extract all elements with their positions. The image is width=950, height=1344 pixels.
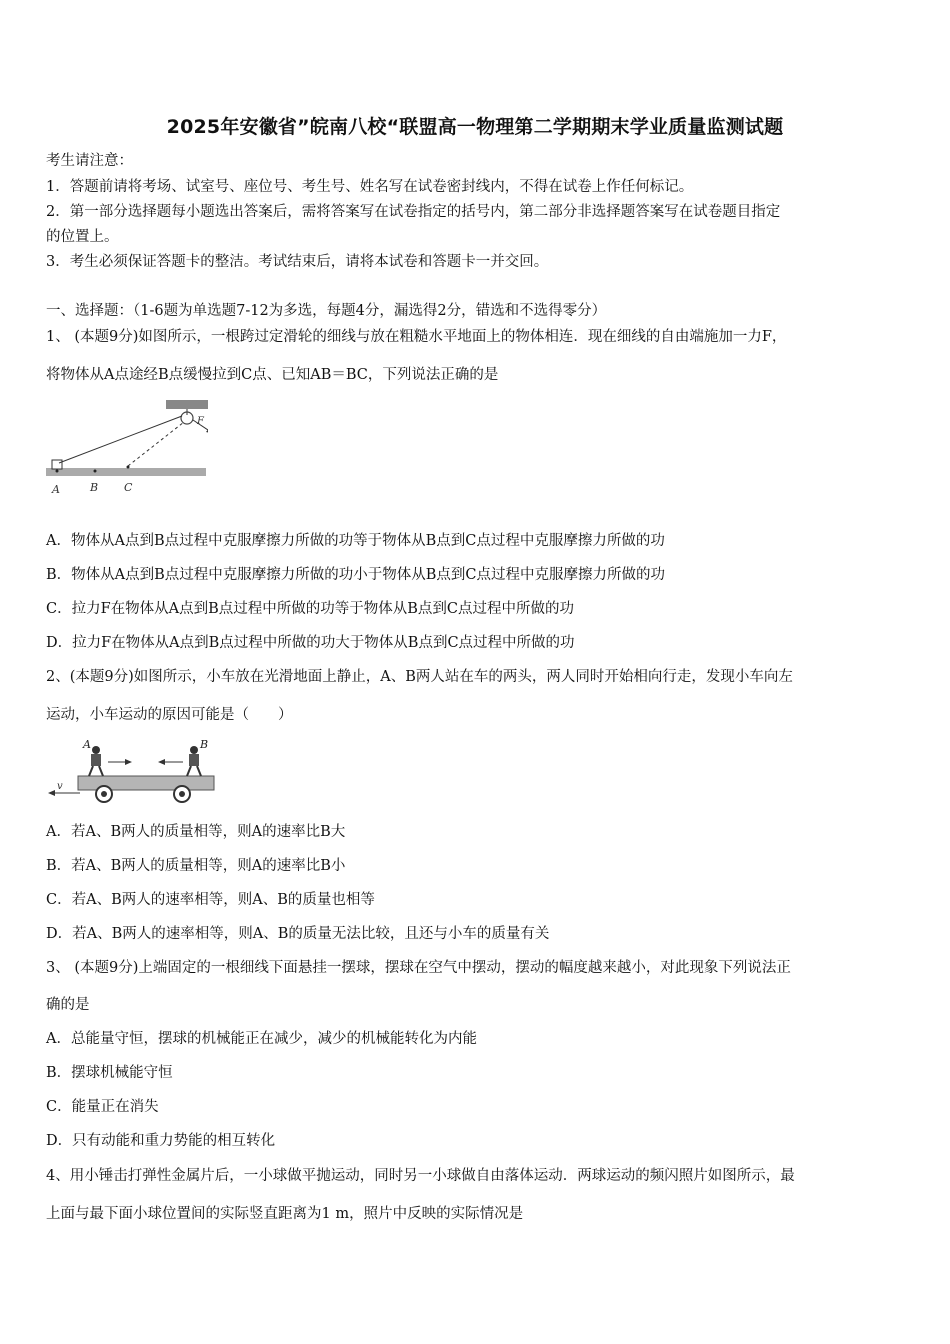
- question-3-option-a: A．总能量守恒，摆球的机械能正在减少，减少的机械能转化为内能: [46, 1031, 477, 1047]
- block: [52, 460, 62, 469]
- question-2-option-b: B．若A、B两人的质量相等，则A的速率比B小: [46, 858, 346, 874]
- notice-item: 1．答题前请将考场、试室号、座位号、考生号、姓名写在试卷密封线内，不得在试卷上作任何标记。: [46, 179, 694, 195]
- person-b-body: [189, 754, 199, 766]
- label-c: C: [124, 481, 133, 494]
- person-b-head: [190, 746, 198, 754]
- question-2-stem: 2、(本题9分)如图所示，小车放在光滑地面上静止，A、B两人站在车的两头，两人同时开始相向行走，发现小车向左: [46, 669, 793, 685]
- cart-wheel-hub: [179, 791, 185, 797]
- string-dashed: [128, 422, 184, 466]
- question-1-option-a: A．物体从A点到B点过程中克服摩擦力所做的功等于物体从B点到C点过程中克服摩擦力所做的功: [46, 533, 665, 549]
- question-3-option-b: B．摆球机械能守恒: [46, 1065, 173, 1081]
- point-a: [56, 470, 59, 473]
- person-a-leg: [89, 766, 93, 776]
- cart-figure: [46, 736, 218, 806]
- question-3-stem: 3、 (本题9分)上端固定的一根细线下面悬挂一摆球，摆球在空气中摆动，摆动的幅度越来越小，对此现象下列说法正: [46, 960, 791, 976]
- question-3-option-d: D．只有动能和重力势能的相互转化: [46, 1133, 276, 1149]
- question-1-stem: 1、 (本题9分)如图所示，一根跨过定滑轮的细线与放在粗糙水平地面上的物体相连．现在细线的自由端施加一力F，: [46, 329, 787, 345]
- question-2-option-d: D．若A、B两人的速率相等，则A、B的质量无法比较，且还与小车的质量有关: [46, 926, 550, 942]
- question-1-option-b: B．物体从A点到B点过程中克服摩擦力所做的功小于物体从B点到C点过程中克服摩擦力所做的功: [46, 567, 666, 583]
- question-1-stem: 将物体从A点途经B点缓慢拉到C点、已知AB＝BC，下列说法正确的是: [46, 367, 499, 383]
- question-4-stem: 上面与最下面小球位置间的实际竖直距离为1 m，照片中反映的实际情况是: [46, 1206, 524, 1222]
- section-heading: 一、选择题：（1-6题为单选题7-12为多选，每题4分，漏选得2分，错选和不选得零分）: [46, 303, 607, 319]
- person-a-leg: [99, 766, 103, 776]
- question-1-option-d: D．拉力F在物体从A点到B点过程中所做的功大于物体从B点到C点过程中所做的功: [46, 635, 575, 651]
- label-v: v: [57, 781, 63, 792]
- cart-wheel-hub: [101, 791, 107, 797]
- person-b-arrowhead: [158, 759, 165, 765]
- exam-title: 2025年安徽省”皖南八校“联盟高一物理第二学期期末学业质量监测试题: [166, 116, 784, 138]
- force-arrowhead: [206, 427, 208, 434]
- label-b: B: [90, 481, 99, 494]
- question-3-stem: 确的是: [46, 997, 90, 1013]
- question-4-stem: 4、用小锤击打弹性金属片后，一小球做平抛运动，同时另一小球做自由落体运动．两球运动的频闪照片如图所示，最: [46, 1168, 795, 1184]
- label-person-a: A: [83, 738, 91, 751]
- ground-surface: [46, 468, 206, 476]
- label-a: A: [52, 483, 60, 496]
- notice-item: 的位置上。: [46, 229, 119, 245]
- point-b: [94, 470, 97, 473]
- person-a-head: [92, 746, 100, 754]
- question-2-option-a: A．若A、B两人的质量相等，则A的速率比B大: [46, 824, 346, 840]
- person-a-body: [91, 754, 101, 766]
- question-1-option-c: C．拉力F在物体从A点到B点过程中所做的功等于物体从B点到C点过程中所做的功: [46, 601, 575, 617]
- person-b-leg: [197, 766, 201, 776]
- notice-item: 2．第一部分选择题每小题选出答案后，需将答案写在试卷指定的括号内，第二部分非选择题答案写在试卷题目指定: [46, 204, 781, 220]
- string-solid: [59, 416, 182, 463]
- notice-item: 3．考生必须保证答题卡的整洁。考试结束后，请将本试卷和答题卡一并交回。: [46, 254, 549, 270]
- label-f: F: [197, 416, 204, 427]
- velocity-arrowhead: [48, 790, 55, 796]
- notice-heading: 考生请注意：: [46, 153, 133, 169]
- point-c: [127, 466, 130, 469]
- question-2-option-c: C．若A、B两人的速率相等，则A、B的质量也相等: [46, 892, 375, 908]
- person-b-leg: [187, 766, 191, 776]
- question-3-option-c: C．能量正在消失: [46, 1099, 159, 1115]
- question-2-stem: 运动，小车运动的原因可能是（ ）: [46, 707, 293, 723]
- person-a-arrowhead: [125, 759, 132, 765]
- label-person-b: B: [200, 738, 209, 751]
- pulley-ceiling: [166, 400, 208, 409]
- pulley-figure: [44, 396, 208, 498]
